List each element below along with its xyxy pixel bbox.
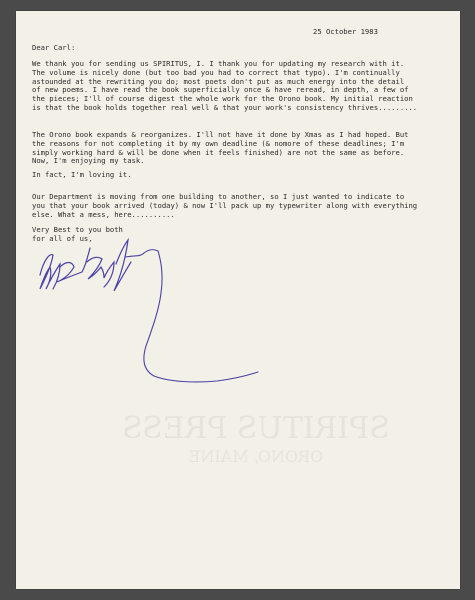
signature-icon bbox=[22, 231, 272, 401]
salutation: Dear Carl: bbox=[32, 43, 76, 52]
paragraph-3: In fact, I'm loving it. bbox=[32, 170, 132, 179]
closing: Very Best to you both for all of us, bbox=[32, 225, 123, 243]
paragraph-4: Our Department is moving from one building to another, so I just wanted to indicate to you that your book arrived (today) & now I'll pack up my typewriter along with everything else. What a mess, here.......... bbox=[32, 192, 418, 219]
letter-date: 25 October 1983 bbox=[313, 27, 378, 36]
paragraph-1: We thank you for sending us SPIRITUS, I. I thank you for updating my research with it. The volume is nicely done (but too bad you had to correct that typo). I'm continually astounded at the rewriting you do; most poets don't put as much energy into the detail of new poems. I have read the book superficially once & have reread, in depth, a few of the pieces; I'll of course digest the whole work for the Orono book. My initial reaction is that the book holds together real well & that your work's consistency thrives......... bbox=[32, 59, 418, 112]
paragraph-2: The Orono book expands & reorganizes. I'll not have it done by Xmas as I had hoped. But the reasons for not completing it by my own deadline (& nomore of these deadlines; I'm simply working hard & will be done when it feels finished) are not the same as before. Now, I'm enjoying my task. bbox=[32, 130, 409, 166]
letter-page bbox=[16, 11, 460, 589]
show-through-letterhead: SPIRITUS PRESS ORONO, MAINE bbox=[122, 411, 390, 466]
